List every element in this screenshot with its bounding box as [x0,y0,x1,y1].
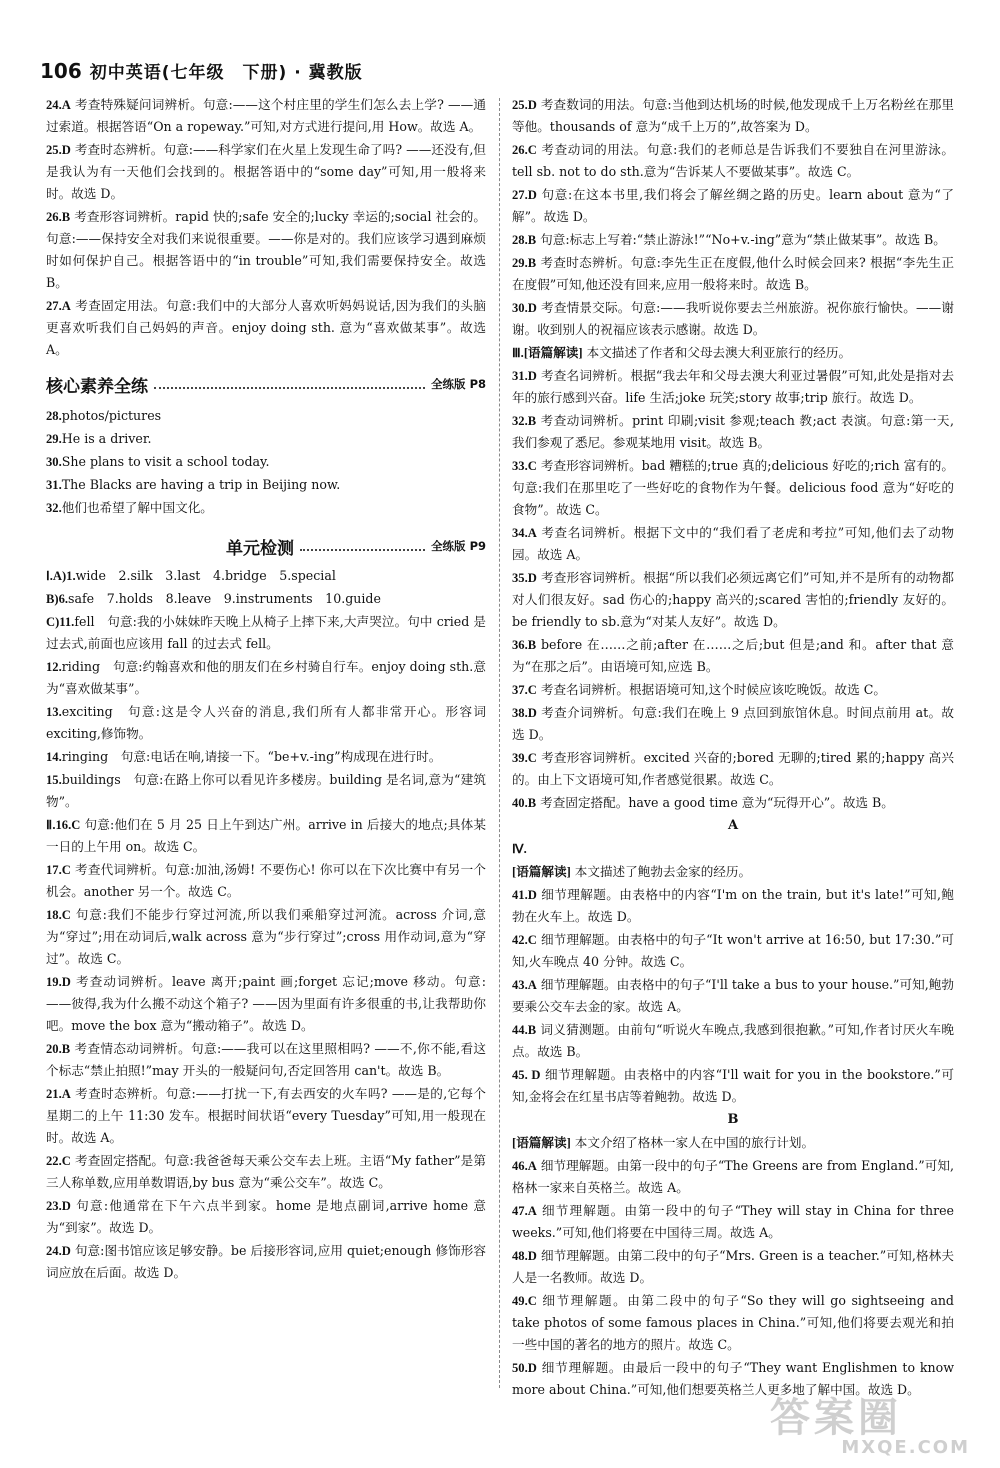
answer-text: 细节理解题。由表格中的内容“I'm on the train, but it's late!”可知,鲍勃在火车上。故选 D。 [512,887,954,924]
answer-entry [46,565,486,587]
answer-entry [512,1019,954,1063]
answer-entry [512,884,954,928]
question-number: 30.D [512,301,537,315]
answer-entry [512,297,954,341]
answer-entry [512,252,954,296]
answer-entry [512,702,954,746]
page-header [40,58,363,88]
answer-text: 本文描述了鲍勃去金家的经历。 [570,864,752,879]
answer-text: 细节理解题。由最后一段中的句子“They want Englishmen to know more about China.”可知,他们想要英格兰人更多地了解中国。故选 D。 [512,1360,954,1397]
answer-entry [512,567,954,633]
answer-entry [46,588,486,610]
answer-text: 本文描述了作者和父母去澳大利亚旅行的经历。 [582,345,852,360]
question-number: 22.C [46,1154,71,1168]
answer-text: He is a driver. [61,431,152,446]
page-number: 106 [40,59,82,83]
question-number: 17.C [46,863,71,877]
answer-text: 考查形容词辨析。根据“所以我们必须远离它们”可知,并不是所有的动物都对人们很友好。sad 伤心的;happy 高兴的;scared 害怕的;friendly 友好的。be friendly to sb.意为“对某人友好”。故选 D。 [512,570,954,629]
question-number: 29.B [512,256,537,270]
question-number: 32.B [512,414,537,428]
answer-text: 细节理解题。由表格中的句子“It won't arrive at 16:50, but 17:30.”可知,火车晚点 40 分钟。故选 C。 [512,932,954,969]
answer-text: 考查情景交际。句意:——我听说你要去兰州旅游。祝你旅行愉快。——谢谢。收到别人的祝福应该表示感谢。故选 D。 [512,300,954,337]
answer-entry [46,428,486,450]
answer-text: 考查形容词辨析。bad 糟糕的;true 真的;delicious 好吃的;rich 富有的。句意:我们在那里吃了一些好吃的食物作为午餐。delicious food 意为“好吃的食物”。故选 C。 [512,458,954,517]
question-number: 31. [46,478,62,492]
answer-text: 考查固定搭配。句意:我爸爸每天乘公交车去上班。主语“My father”是第三人称单数,应用单数谓语,by bus 意为“乘公交车”。故选 C。 [46,1153,486,1190]
answer-text: ringing 句意:电话在响,请接一下。“be+v.-ing”构成现在进行时。 [61,749,442,764]
question-number: 25.D [512,98,537,112]
answer-text: 考查时态辨析。句意:——打扰一下,有去西安的火车吗? ——是的,它每个星期二的上午 11:30 发车。根据时间状语“every Tuesday”可知,用一般现在时。故选 A。 [46,1086,486,1145]
dotted-leader [300,549,425,551]
question-number: 42.C [512,933,537,947]
answer-entry [512,974,954,1018]
section-core-practice [46,367,486,401]
answer-text: 细节理解题。由第二段中的句子“Mrs. Green is a teacher.”可知,格林夫人是一名教师。故选 D。 [512,1248,954,1285]
answer-text: 考查名词辨析。根据语境可知,这个时候应该吃晚饭。故选 C。 [536,682,886,697]
question-number: 20.B [46,1042,71,1056]
answer-entry [46,94,486,138]
section-title: 单元检测 [226,538,294,559]
dotted-leader [154,387,425,389]
answer-entry [512,229,954,251]
answer-text: 考查介词辨析。句意:我们在晚上 9 点回到旅馆休息。时间点前用 at。故选 D。 [512,705,954,742]
answer-entry [46,611,486,655]
answer-entry [46,859,486,903]
answer-text: 考查动词的用法。句意:我们的老师总是告诉我们不要独自在河里游泳。tell sb. not to do sth.意为“告诉某人不要做某事”。故选 C。 [512,142,954,179]
question-number: 33.C [512,459,537,473]
answer-entry [46,206,486,294]
answer-entry [512,365,954,409]
question-number: 44.B [512,1023,537,1037]
answer-entry [46,746,486,768]
answer-entry [512,342,954,364]
question-number: 39.C [512,751,537,765]
section-unit-test [46,529,486,563]
answer-entry [46,1195,486,1239]
answer-text: 细节理解题。由表格中的内容“I'll wait for you in the bookstore.”可知,金将会在红星书店等着鲍勃。故选 D。 [512,1067,954,1104]
question-number: 28.B [512,233,537,247]
section-ref: 全练版 P9 [431,539,486,553]
answer-text: riding 句意:约翰喜欢和他的朋友们在乡村骑自行车。enjoy doing sth.意为“喜欢做某事”。 [46,659,486,696]
answer-text: 考查数词的用法。句意:当他到达机场的时候,他发现成千上万名粉丝在那里等他。thousands of 意为“成千上万的”,故答案为 D。 [512,97,954,134]
answer-text: exciting 句意:这是令人兴奋的消息,我们所有人都非常开心。形容词 exciting,修饰物。 [46,704,486,741]
answer-text: 考查时态辨析。句意:李先生正在度假,他什么时候会回来? 根据“李先生正在度假”可知,他还没有回来,应用一般将来时。故选 B。 [512,255,954,292]
question-number: Ⅲ.[语篇解读] [512,346,583,360]
book-title: 初中英语(七年级 下册) · 冀教版 [89,63,363,83]
answer-entry [512,1155,954,1199]
answer-entry [512,747,954,791]
answer-text: 考查特殊疑问词辨析。句意:——这个村庄里的学生们怎么去上学? ——通过索道。根据答语“On a ropeway.”可知,对方式进行提问,用 How。故选 A。 [46,97,486,134]
answer-entry [512,94,954,138]
question-number: 25.D [46,143,71,157]
answer-entry [512,184,954,228]
answer-entry [46,814,486,858]
question-number: Ⅳ. [512,842,527,856]
answer-text: 细节理解题。由第一段中的句子“They will stay in China for three weeks.”可知,他们将要在中国待三周。故选 A。 [512,1203,954,1240]
question-number: 27.A [46,299,71,313]
question-number: 38.D [512,706,537,720]
column-divider [499,98,500,1388]
answer-text: fell 句意:我的小妹妹昨天晚上从椅子上摔下来,大声哭泣。句中 cried 是过去式,前面也应该用 fall 的过去式 fell。 [46,614,486,651]
answer-text: safe 7.holds 8.leave 9.instruments 10.guide [68,591,381,606]
answer-entry [512,139,954,183]
answer-text: 句意:他通常在下午六点半到家。home 是地点副词,arrive home 意为“到家”。故选 D。 [46,1198,486,1235]
question-number: 36.B [512,638,537,652]
right-column [512,94,954,1402]
answer-entry [512,455,954,521]
answer-text: 细节理解题。由第二段中的句子“So they will go sightseeing and take photos of some famous places in China.”可知,他们将要去观光和拍一些中国的著名的地方的照片。故选 C。 [512,1293,954,1352]
question-number: B)6. [46,592,69,606]
question-number: 14. [46,750,62,764]
question-number: 21.A [46,1087,71,1101]
answer-text: 细节理解题。由第一段中的句子“The Greens are from England.”可知,格林一家来自英格兰。故选 A。 [512,1158,954,1195]
answer-entry [512,1245,954,1289]
answer-entry [46,295,486,361]
question-number: 23.D [46,1199,71,1213]
answer-entry [512,1132,954,1154]
question-number: 27.D [512,188,537,202]
answer-entry [46,656,486,700]
answer-entry [46,497,486,519]
answer-text: 句意:他们在 5 月 25 日上午到达广州。arrive in 后接大的地点;具体某一日的上午用 on。故选 C。 [46,817,486,854]
answer-entry [512,861,954,883]
answer-entry [46,474,486,496]
question-number: 31.D [512,369,537,383]
question-number: 45. D [512,1068,541,1082]
subsection-heading: B [727,1112,739,1127]
answer-text: 句意:我们不能步行穿过河流,所以我们乘船穿过河流。across 介词,意为“穿过”;用在动词后,walk across 意为“步行穿过”;cross 用作动词,意为“穿过”。故选 C。 [46,907,486,966]
question-number: 43.A [512,978,537,992]
question-number: 47.A [512,1204,537,1218]
question-number: C)11. [46,615,75,629]
question-number: [语篇解读] [512,865,571,879]
question-number: [语篇解读] [512,1136,571,1150]
question-number: 26.C [512,143,537,157]
answer-entry [512,838,954,860]
answer-text: 考查名词辨析。根据下文中的“我们看了老虎和考拉”可知,他们去了动物园。故选 A。 [512,525,954,562]
section-ref: 全练版 P8 [431,377,486,391]
question-number: 37.C [512,683,537,697]
answer-text: 他们也希望了解中国文化。 [61,500,213,515]
question-number: 15. [46,773,62,787]
section-title: 核心素养全练 [46,376,148,397]
answer-text: 考查代词辨析。句意:加油,汤姆! 不要伤心! 你可以在下次比赛中有另一个机会。another 另一个。故选 C。 [46,862,486,899]
answer-text: 考查时态辨析。句意:——科学家们在火星上发现生命了吗? ——还没有,但是我认为有一天他们会找到的。根据答语中的“some day”可知,用一般将来时。故选 D。 [46,142,486,201]
answer-entry [512,410,954,454]
question-number: 24.A [46,98,71,112]
question-number: 46.A [512,1159,537,1173]
answer-text: 考查动词辨析。leave 离开;paint 画;forget 忘记;move 移动。句意:——彼得,我为什么搬不动这个箱子? ——因为里面有许多很重的书,让我帮助你吧。move the box 意为“搬动箱子”。故选 D。 [46,974,486,1033]
question-number: 48.D [512,1249,537,1263]
answer-text: 本文介绍了格林一家人在中国的旅行计划。 [570,1135,815,1150]
answer-entry [512,1290,954,1356]
question-number: 40.B [512,796,537,810]
question-number: 19.D [46,975,71,989]
question-number: 49.C [512,1294,537,1308]
question-number: 29. [46,432,62,446]
answer-entry [512,1064,954,1108]
answer-text: 句意:标志上写着:“禁止游泳!”“No+v.-ing”意为“禁止做某事”。故选 B。 [536,232,946,247]
answer-text: 句意:在这本书里,我们将会了解丝绸之路的历史。learn about 意为“了解”。故选 D。 [512,187,954,224]
answer-entry [46,1038,486,1082]
answer-entry [512,929,954,973]
answer-text: 考查情态动词辨析。句意:——我可以在这里照相吗? ——不,你不能,看这个标志“禁止拍照!”may 开头的一般疑问句,否定回答用 can't。故选 B。 [46,1041,486,1078]
question-number: 34.A [512,526,537,540]
question-number: 50.D [512,1361,537,1375]
answer-text: 考查固定搭配。have a good time 意为“玩得开心”。故选 B。 [536,795,894,810]
answer-text: 细节理解题。由表格中的句子“I'll take a bus to your house.”可知,鲍勃要乘公交车去金的家。故选 A。 [512,977,954,1014]
answer-entry [46,1083,486,1149]
watermark-logo [770,1386,970,1456]
subsection-heading: A [727,818,739,833]
answer-entry [512,679,954,701]
question-number: Ⅰ.A)1. [46,569,76,583]
answer-entry [46,1240,486,1284]
answer-text: 考查形容词辨析。excited 兴奋的;bored 无聊的;tired 累的;happy 高兴的。由上下文语境可知,作者感觉很累。故选 C。 [512,750,954,787]
answer-text: 考查动词辨析。print 印刷;visit 参观;teach 教;act 表演。句意:第一天,我们参观了悉尼。参观某地用 visit。故选 B。 [512,413,954,450]
answer-entry [46,904,486,970]
question-number: 30. [46,455,62,469]
answer-entry [46,1150,486,1194]
answer-entry [46,405,486,427]
question-number: 26.B [46,210,71,224]
answer-text: photos/pictures [61,408,162,423]
answer-text: before 在……之前;after 在……之后;but 但是;and 和。after that 意为“在那之后”。由语境可知,应选 B。 [512,637,954,674]
watermark-text: 答案圈 [770,1395,902,1441]
question-number: 18.C [46,908,71,922]
answer-text: 考查形容词辨析。rapid 快的;safe 安全的;lucky 幸运的;social 社会的。句意:——保持安全对我们来说很重要。——你是对的。我们应该学习遇到麻烦时如何保护自己。根据答语中的“in trouble”可知,我们需要保持安全。故选 B。 [46,209,486,290]
left-column [46,94,486,1285]
question-number: 32. [46,501,62,515]
question-number: 12. [46,660,62,674]
answer-text: She plans to visit a school today. [61,454,270,469]
answer-text: 句意:图书馆应该足够安静。be 后接形容词,应用 quiet;enough 修饰形容词应放在后面。故选 D。 [46,1243,486,1280]
answer-entry [46,139,486,205]
question-number: 13. [46,705,62,719]
answer-entry [46,971,486,1037]
answer-entry [46,769,486,813]
question-number: 35.D [512,571,537,585]
answer-text: 词义猜测题。由前句“听说火车晚点,我感到很抱歉。”可知,作者讨厌火车晚点。故选 B。 [512,1022,954,1059]
answer-entry [512,1200,954,1244]
question-number: Ⅱ.16.C [46,818,81,832]
question-number: 24.D [46,1244,71,1258]
question-number: 41.D [512,888,537,902]
answer-entry [512,634,954,678]
answer-text: The Blacks are having a trip in Beijing now. [61,477,341,492]
answer-text: 考查名词辨析。根据“我去年和父母去澳大利亚过暑假”可知,此处是指对去年的旅行感到兴奋。life 生活;joke 玩笑;story 故事;trip 旅行。故选 D。 [512,368,954,405]
answer-entry [512,522,954,566]
answer-text: wide 2.silk 3.last 4.bridge 5.special [75,568,336,583]
answer-text: 考查固定用法。句意:我们中的大部分人喜欢听妈妈说话,因为我们的头脑更喜欢听我们自己妈妈的声音。enjoy doing sth. 意为“喜欢做某事”。故选 A。 [46,298,486,357]
answer-entry [46,451,486,473]
question-number: 28. [46,409,62,423]
watermark-url: MXQE.COM [841,1437,970,1458]
answer-entry [46,701,486,745]
answer-text: buildings 句意:在路上你可以看见许多楼房。building 是名词,意为“建筑物”。 [46,772,486,809]
answer-entry [512,792,954,814]
